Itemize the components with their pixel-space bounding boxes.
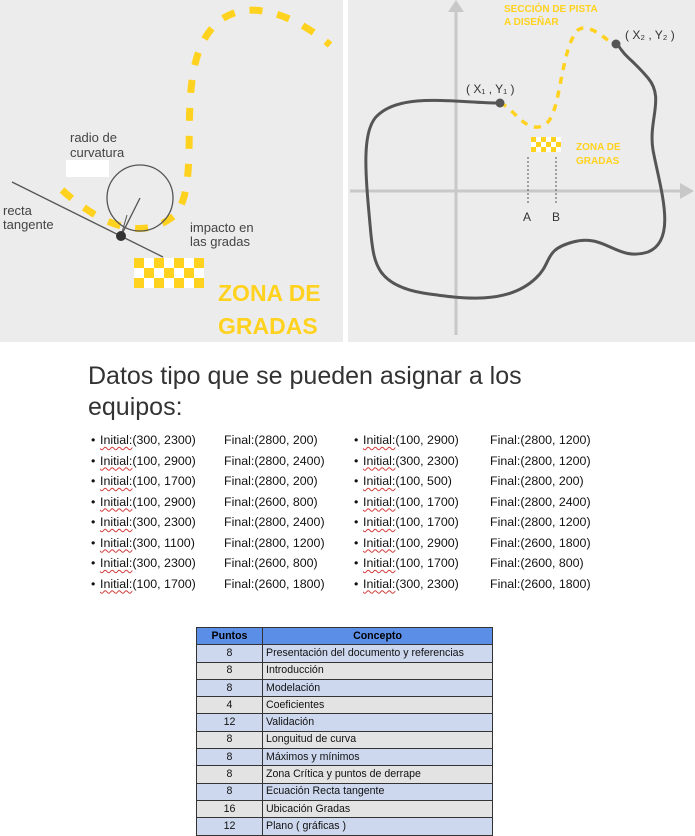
final-value: (2800, 2400) (254, 453, 325, 468)
initial-label: Initial: (363, 515, 396, 529)
checker-cell (194, 278, 204, 288)
cell-puntos: 4 (197, 697, 263, 714)
initial-value: (100, 1700) (395, 556, 459, 570)
table-row (197, 645, 493, 662)
cell-puntos: 8 (197, 766, 263, 783)
impact-label: impacto en las gradas (190, 220, 254, 249)
final-label: Final: (224, 535, 255, 550)
initial-value: (100, 1700) (132, 576, 196, 591)
list-item (91, 574, 351, 595)
table-row (197, 662, 493, 679)
initial-label: Initial: (363, 535, 396, 550)
initial-value: (100, 2900) (395, 535, 459, 550)
final-label: Final: (490, 453, 521, 468)
table-row (197, 679, 493, 696)
left-diagram (0, 0, 343, 342)
point-1 (496, 99, 505, 108)
cell-concepto: Máximos y mínimos (263, 749, 493, 766)
checker-cell (531, 142, 536, 147)
right-diagram (348, 0, 695, 342)
initial-value: (300, 1100) (132, 535, 195, 550)
initial-value: (100, 500) (395, 474, 452, 488)
checker-cell (184, 258, 194, 268)
checker-cell (546, 137, 551, 142)
cell-concepto: Presentación del documento y referencias (263, 645, 493, 662)
checker-cell (546, 142, 551, 147)
initial-label: Initial: (363, 433, 396, 447)
checker-cell (174, 258, 184, 268)
final-value: (2600, 800) (254, 556, 318, 570)
checker-cell (134, 268, 144, 278)
checker-cell (536, 137, 541, 142)
track-trajectory (62, 10, 330, 228)
y-axis-arrow (448, 0, 464, 12)
header-concepto: Concepto (263, 628, 493, 645)
initial-label: Initial: (100, 433, 133, 447)
final-label: Final: (224, 556, 255, 570)
point-2 (612, 40, 621, 49)
final-value: (2600, 1800) (520, 576, 591, 591)
final-group (490, 512, 591, 533)
label-box (66, 160, 109, 177)
initial-value: (100, 1700) (132, 474, 196, 488)
final-label: Final: (224, 515, 255, 529)
checker-cell (184, 278, 194, 288)
zone-label: ZONA DE GRADAS (576, 142, 621, 167)
checker-cell (541, 147, 546, 152)
final-value: (2800, 1200) (520, 515, 591, 529)
checker-cell (536, 147, 541, 152)
cell-concepto: Ecuación Recta tangente (263, 783, 493, 800)
initial-label: Initial: (100, 494, 133, 509)
checker-cell (556, 137, 561, 142)
checker-cell (184, 268, 194, 278)
list-item (91, 553, 351, 574)
initial-value: (300, 2300) (395, 453, 459, 468)
tangent-label: recta tangente (3, 203, 54, 232)
cell-puntos: 8 (197, 679, 263, 696)
final-value: (2800, 1200) (254, 535, 325, 550)
list-item (354, 533, 654, 554)
checker-cell (154, 278, 164, 288)
final-label: Final: (224, 474, 255, 488)
table-row (197, 783, 493, 800)
section-label: SECCIÓN DE PISTA A DISEÑAR (504, 4, 598, 28)
list-item (354, 451, 654, 472)
initial-value: (100, 2900) (132, 494, 196, 509)
table-header-row (197, 628, 493, 645)
cell-puntos: 8 (197, 731, 263, 748)
contact-point (116, 231, 126, 241)
final-group (490, 533, 591, 554)
initial-value: (300, 2300) (395, 576, 459, 591)
final-value: (2600, 800) (520, 556, 584, 570)
list-item (354, 553, 654, 574)
initial-label: Initial: (363, 453, 396, 468)
track-design-diagram (348, 0, 695, 342)
list-item (91, 492, 351, 513)
initial-label: Initial: (100, 535, 133, 550)
checker-cell (541, 142, 546, 147)
final-label: Final: (490, 556, 521, 570)
table-row (197, 766, 493, 783)
cell-concepto: Modelación (263, 679, 493, 696)
initial-label: Initial: (363, 494, 396, 509)
final-value: (2600, 1800) (254, 576, 325, 591)
final-group (224, 451, 325, 472)
final-label: Final: (224, 433, 255, 447)
initial-label: Initial: (100, 515, 133, 529)
final-group (224, 512, 325, 533)
final-value: (2800, 200) (254, 474, 318, 488)
point-2-label: ( X₂ , Y₂ ) (625, 28, 675, 42)
final-value: (2800, 2400) (520, 494, 591, 509)
final-label: Final: (490, 494, 521, 509)
point-1-label: ( X₁ , Y₁ ) (466, 82, 515, 96)
final-label: Final: (224, 494, 255, 509)
initial-label: Initial: (100, 474, 133, 488)
list-item (354, 471, 654, 492)
cell-concepto: Ubicación Gradas (263, 800, 493, 817)
final-value: (2600, 1800) (520, 535, 591, 550)
cell-concepto: Introducción (263, 662, 493, 679)
radius-label: radio de curvatura (70, 130, 125, 160)
table-row (197, 714, 493, 731)
data-heading: Datos tipo que se pueden asignar a los equipos: (88, 362, 522, 421)
final-group (224, 430, 318, 451)
cell-concepto: Coeficientes (263, 697, 493, 714)
cell-puntos: 8 (197, 749, 263, 766)
final-group (490, 471, 584, 492)
final-label: Final: (490, 515, 521, 529)
track-section-to-design (500, 28, 610, 127)
final-group (224, 533, 325, 554)
final-group (490, 451, 591, 472)
initial-value: (300, 2300) (132, 556, 196, 570)
table-row (197, 800, 493, 817)
checker-cell (551, 142, 556, 147)
checker-cell (531, 147, 536, 152)
final-label: Final: (490, 576, 521, 591)
final-value: (2800, 2400) (254, 515, 325, 529)
pairs-list-left (91, 430, 351, 594)
cell-concepto: Plano ( gráficas ) (263, 818, 493, 835)
initial-label: Initial: (363, 556, 396, 570)
table-row (197, 749, 493, 766)
initial-label: Initial: (363, 576, 396, 591)
header-puntos: Puntos (197, 628, 263, 645)
cell-puntos: 8 (197, 783, 263, 800)
existing-track (366, 45, 665, 298)
checker-cell (154, 268, 164, 278)
checker-cell (546, 147, 551, 152)
checker-cell (164, 258, 174, 268)
initial-value: (100, 1700) (395, 494, 459, 509)
checker-cell (174, 268, 184, 278)
final-group (224, 471, 318, 492)
table-row (197, 731, 493, 748)
final-group (490, 492, 591, 513)
cell-concepto: Validación (263, 714, 493, 731)
list-item (91, 533, 351, 554)
final-group (490, 553, 584, 574)
final-label: Final: (490, 433, 521, 447)
cell-puntos: 12 (197, 818, 263, 835)
initial-label: Initial: (100, 556, 133, 570)
checker-cell (536, 142, 541, 147)
checker-cell (551, 147, 556, 152)
final-group (224, 574, 325, 595)
checker-cell (194, 258, 204, 268)
table-row (197, 697, 493, 714)
initial-value: (100, 1700) (395, 515, 459, 529)
checker-cell (164, 268, 174, 278)
initial-value: (300, 2300) (132, 433, 196, 447)
table-row (197, 818, 493, 835)
checker-cell (144, 278, 154, 288)
label-a: A (523, 210, 532, 224)
checker-cell (144, 258, 154, 268)
initial-value: (100, 2900) (395, 433, 459, 447)
final-label: Final: (490, 535, 521, 550)
checker-cell (556, 142, 561, 147)
checker-cell (531, 137, 536, 142)
checker-cell (174, 278, 184, 288)
list-item (354, 430, 654, 451)
list-item (91, 430, 351, 451)
list-item (91, 512, 351, 533)
final-value: (2800, 200) (520, 474, 584, 488)
final-group (224, 553, 318, 574)
list-item (354, 492, 654, 513)
checker-cell (551, 137, 556, 142)
cell-puntos: 12 (197, 714, 263, 731)
checker-cell (164, 278, 174, 288)
x-axis-arrow (680, 183, 694, 199)
checker-cell (541, 137, 546, 142)
final-group (224, 492, 318, 513)
initial-value: (100, 2900) (132, 453, 196, 468)
list-item (354, 512, 654, 533)
cell-puntos: 8 (197, 645, 263, 662)
final-label: Final: (224, 453, 255, 468)
checkered-zone (531, 137, 561, 152)
checkered-zone (134, 258, 204, 288)
final-label: Final: (224, 576, 255, 591)
cell-puntos: 16 (197, 800, 263, 817)
cell-puntos: 8 (197, 662, 263, 679)
list-item (354, 574, 654, 595)
cell-concepto: Longuitud de curva (263, 731, 493, 748)
list-item (91, 451, 351, 472)
initial-label: Initial: (100, 576, 133, 591)
final-group (490, 430, 591, 451)
zone-label: ZONA DE GRADAS (218, 280, 321, 339)
pairs-list-right (354, 430, 654, 594)
checker-cell (134, 278, 144, 288)
final-label: Final: (490, 474, 521, 488)
list-item (91, 471, 351, 492)
curvature-diagram (0, 0, 343, 342)
cell-concepto: Zona Crítica y puntos de derrape (263, 766, 493, 783)
checker-cell (154, 258, 164, 268)
grading-table (196, 627, 493, 836)
initial-label: Initial: (363, 474, 396, 488)
final-value: (2800, 1200) (520, 453, 591, 468)
final-value: (2600, 800) (254, 494, 318, 509)
checker-cell (144, 268, 154, 278)
checker-cell (134, 258, 144, 268)
final-value: (2800, 1200) (520, 433, 591, 447)
initial-value: (300, 2300) (132, 515, 196, 529)
final-value: (2800, 200) (254, 433, 318, 447)
label-b: B (552, 210, 561, 224)
checker-cell (194, 268, 204, 278)
initial-label: Initial: (100, 453, 133, 468)
checker-cell (556, 147, 561, 152)
final-group (490, 574, 591, 595)
